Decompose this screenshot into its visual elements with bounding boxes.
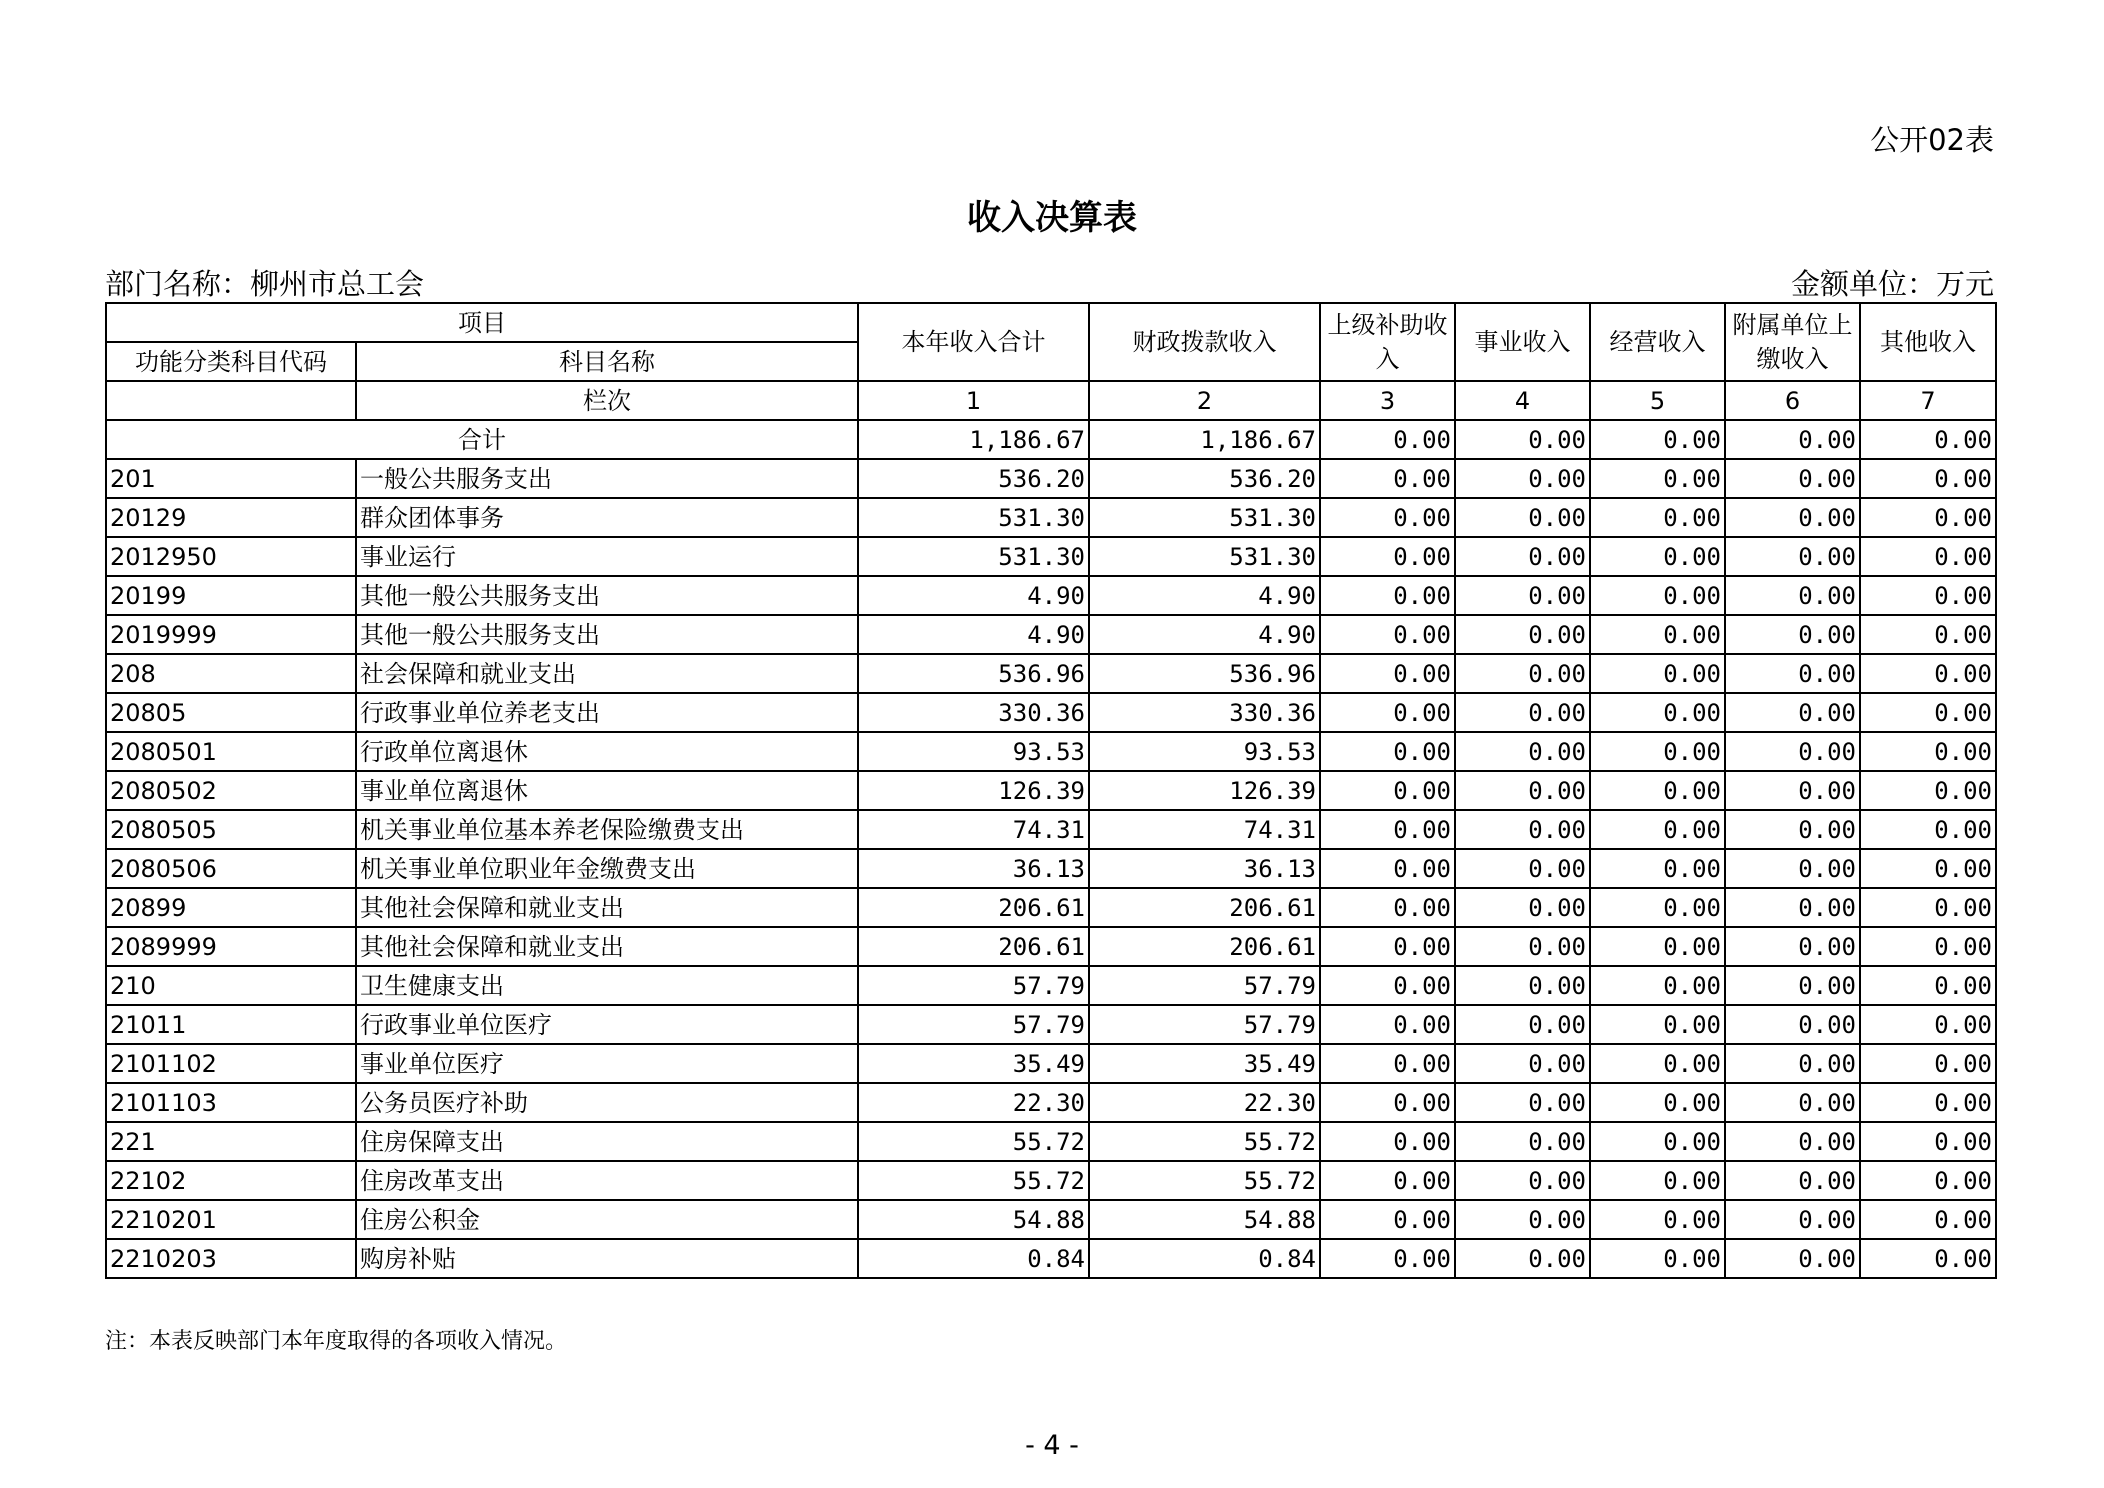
- subject-name: 事业单位离退休: [356, 771, 858, 810]
- table-row: [106, 537, 1996, 576]
- table-row: [106, 888, 1996, 927]
- amount-cell: 0.84: [1089, 1239, 1320, 1278]
- amount-cell: 0.00: [1725, 1239, 1860, 1278]
- header-col-index: 栏次: [356, 381, 858, 420]
- col-number: 6: [1725, 381, 1860, 420]
- amount-cell: 0.00: [1860, 1239, 1996, 1278]
- amount-cell: 0.00: [1725, 732, 1860, 771]
- amount-cell: 35.49: [858, 1044, 1089, 1083]
- subject-name: 机关事业单位职业年金缴费支出: [356, 849, 858, 888]
- amount-cell: 0.00: [1320, 1044, 1455, 1083]
- function-code: 2089999: [106, 927, 356, 966]
- function-code: 2019999: [106, 615, 356, 654]
- amount-cell: 0.00: [1455, 1161, 1590, 1200]
- amount-cell: 0.00: [1455, 1200, 1590, 1239]
- income-table: [105, 302, 1997, 1279]
- amount-cell: 0.00: [1455, 576, 1590, 615]
- subject-name: 其他一般公共服务支出: [356, 576, 858, 615]
- subject-name: 行政单位离退休: [356, 732, 858, 771]
- amount-cell: 330.36: [858, 693, 1089, 732]
- amount-cell: 0.00: [1590, 1200, 1725, 1239]
- amount-cell: 0.00: [1860, 966, 1996, 1005]
- amount-cell: 0.00: [1455, 693, 1590, 732]
- function-code: 2080501: [106, 732, 356, 771]
- amount-cell: 0.00: [1320, 1161, 1455, 1200]
- table-row: [106, 966, 1996, 1005]
- page-number: - 4 -: [1025, 1430, 1079, 1461]
- amount-cell: 0.00: [1320, 732, 1455, 771]
- subject-name: 行政事业单位医疗: [356, 1005, 858, 1044]
- amount-cell: 0.00: [1725, 888, 1860, 927]
- amount-cell: 0.00: [1725, 810, 1860, 849]
- amount-cell: 0.00: [1725, 927, 1860, 966]
- report-title: 收入决算表: [967, 198, 1137, 238]
- amount-cell: 0.00: [1455, 849, 1590, 888]
- amount-cell: 0.00: [1590, 459, 1725, 498]
- amount-cell: 531.30: [858, 537, 1089, 576]
- department-label: 部门名称：柳州市总工会: [105, 267, 425, 301]
- amount-cell: 0.00: [1860, 771, 1996, 810]
- amount-cell: 36.13: [858, 849, 1089, 888]
- table-note: 注：本表反映部门本年度取得的各项收入情况。: [105, 1329, 568, 1354]
- header-operating: 经营收入: [1590, 303, 1725, 381]
- amount-cell: 0.00: [1725, 1005, 1860, 1044]
- amount-cell: 0.00: [1590, 654, 1725, 693]
- header-total-income: 本年收入合计: [858, 303, 1089, 381]
- amount-cell: 0.00: [1320, 693, 1455, 732]
- amount-cell: 0.00: [1320, 498, 1455, 537]
- table-row: [106, 498, 1996, 537]
- amount-cell: 35.49: [1089, 1044, 1320, 1083]
- amount-cell: 0.00: [1725, 1122, 1860, 1161]
- amount-cell: 330.36: [1089, 693, 1320, 732]
- amount-cell: 0.00: [1590, 927, 1725, 966]
- col-number: 5: [1590, 381, 1725, 420]
- table-row: [106, 1161, 1996, 1200]
- function-code: 2210203: [106, 1239, 356, 1278]
- function-code: 2101102: [106, 1044, 356, 1083]
- amount-cell: 0.00: [1455, 654, 1590, 693]
- amount-cell: 0.00: [1725, 498, 1860, 537]
- amount-cell: 126.39: [858, 771, 1089, 810]
- amount-cell: 0.00: [1455, 1122, 1590, 1161]
- amount-cell: 0.00: [1860, 1161, 1996, 1200]
- amount-cell: 0.00: [1860, 1083, 1996, 1122]
- amount-cell: 531.30: [858, 498, 1089, 537]
- total-value: 0.00: [1590, 420, 1725, 459]
- amount-cell: 0.00: [1590, 1005, 1725, 1044]
- total-value: 0.00: [1860, 420, 1996, 459]
- table-row: [106, 771, 1996, 810]
- amount-cell: 0.00: [1320, 810, 1455, 849]
- subject-name: 其他社会保障和就业支出: [356, 888, 858, 927]
- function-code: 22102: [106, 1161, 356, 1200]
- header-subsidy: 上级补助收入: [1320, 303, 1455, 381]
- amount-cell: 93.53: [858, 732, 1089, 771]
- amount-cell: 0.00: [1320, 615, 1455, 654]
- header-item: 项目: [106, 303, 858, 342]
- amount-cell: 206.61: [858, 927, 1089, 966]
- amount-cell: 55.72: [858, 1122, 1089, 1161]
- amount-cell: 57.79: [858, 1005, 1089, 1044]
- amount-cell: 0.00: [1455, 615, 1590, 654]
- function-code: 20129: [106, 498, 356, 537]
- subject-name: 社会保障和就业支出: [356, 654, 858, 693]
- amount-cell: 0.00: [1860, 615, 1996, 654]
- function-code: 201: [106, 459, 356, 498]
- amount-cell: 0.00: [1590, 1122, 1725, 1161]
- amount-cell: 4.90: [1089, 576, 1320, 615]
- amount-cell: 0.00: [1725, 615, 1860, 654]
- function-code: 21011: [106, 1005, 356, 1044]
- amount-cell: 0.00: [1455, 732, 1590, 771]
- amount-cell: 0.00: [1455, 771, 1590, 810]
- amount-cell: 0.00: [1860, 888, 1996, 927]
- amount-cell: 206.61: [1089, 888, 1320, 927]
- amount-cell: 0.00: [1725, 1083, 1860, 1122]
- amount-cell: 57.79: [858, 966, 1089, 1005]
- amount-cell: 0.00: [1860, 1122, 1996, 1161]
- amount-cell: 0.00: [1725, 693, 1860, 732]
- subject-name: 住房保障支出: [356, 1122, 858, 1161]
- table-row: [106, 615, 1996, 654]
- col-number: 3: [1320, 381, 1455, 420]
- amount-cell: 0.00: [1320, 537, 1455, 576]
- amount-cell: 55.72: [858, 1161, 1089, 1200]
- amount-cell: 0.00: [1725, 771, 1860, 810]
- amount-cell: 0.00: [1455, 810, 1590, 849]
- total-value: 0.00: [1320, 420, 1455, 459]
- amount-cell: 0.00: [1320, 1122, 1455, 1161]
- function-code: 20899: [106, 888, 356, 927]
- subject-name: 其他一般公共服务支出: [356, 615, 858, 654]
- subject-name: 卫生健康支出: [356, 966, 858, 1005]
- amount-cell: 0.84: [858, 1239, 1089, 1278]
- amount-cell: 206.61: [1089, 927, 1320, 966]
- unit-label: 金额单位：万元: [1790, 267, 1994, 301]
- header-fiscal: 财政拨款收入: [1089, 303, 1320, 381]
- table-row: [106, 1044, 1996, 1083]
- subject-name: 住房公积金: [356, 1200, 858, 1239]
- table-row: [106, 1005, 1996, 1044]
- amount-cell: 536.96: [858, 654, 1089, 693]
- amount-cell: 0.00: [1320, 888, 1455, 927]
- function-code: 2080506: [106, 849, 356, 888]
- table-row: [106, 927, 1996, 966]
- subject-name: 一般公共服务支出: [356, 459, 858, 498]
- amount-cell: 0.00: [1590, 615, 1725, 654]
- amount-cell: 0.00: [1455, 1239, 1590, 1278]
- table-row: [106, 459, 1996, 498]
- amount-cell: 0.00: [1320, 1083, 1455, 1122]
- amount-cell: 536.20: [858, 459, 1089, 498]
- amount-cell: 0.00: [1590, 576, 1725, 615]
- amount-cell: 0.00: [1590, 498, 1725, 537]
- amount-cell: 4.90: [858, 576, 1089, 615]
- amount-cell: 57.79: [1089, 1005, 1320, 1044]
- amount-cell: 0.00: [1320, 459, 1455, 498]
- function-code: 2080505: [106, 810, 356, 849]
- header-name: 科目名称: [356, 342, 858, 381]
- amount-cell: 0.00: [1320, 771, 1455, 810]
- col-number: 2: [1089, 381, 1320, 420]
- amount-cell: 0.00: [1320, 1200, 1455, 1239]
- subject-name: 群众团体事务: [356, 498, 858, 537]
- subject-name: 其他社会保障和就业支出: [356, 927, 858, 966]
- function-code: 2101103: [106, 1083, 356, 1122]
- function-code: 208: [106, 654, 356, 693]
- amount-cell: 0.00: [1860, 693, 1996, 732]
- header-affiliate: 附属单位上缴收入: [1725, 303, 1860, 381]
- amount-cell: 4.90: [1089, 615, 1320, 654]
- table-row: [106, 1200, 1996, 1239]
- subject-name: 行政事业单位养老支出: [356, 693, 858, 732]
- amount-cell: 0.00: [1725, 1161, 1860, 1200]
- amount-cell: 0.00: [1860, 576, 1996, 615]
- col-number: 7: [1860, 381, 1996, 420]
- amount-cell: 0.00: [1590, 810, 1725, 849]
- header-code: 功能分类科目代码: [106, 342, 356, 381]
- amount-cell: 0.00: [1320, 654, 1455, 693]
- total-value: 0.00: [1725, 420, 1860, 459]
- amount-cell: 536.20: [1089, 459, 1320, 498]
- header-career: 事业收入: [1455, 303, 1590, 381]
- amount-cell: 54.88: [1089, 1200, 1320, 1239]
- table-row: [106, 1083, 1996, 1122]
- table-row: [106, 654, 1996, 693]
- amount-cell: 0.00: [1725, 1044, 1860, 1083]
- amount-cell: 0.00: [1590, 771, 1725, 810]
- function-code: 20199: [106, 576, 356, 615]
- subject-name: 事业单位医疗: [356, 1044, 858, 1083]
- amount-cell: 0.00: [1725, 654, 1860, 693]
- amount-cell: 531.30: [1089, 498, 1320, 537]
- amount-cell: 54.88: [858, 1200, 1089, 1239]
- table-row: [106, 732, 1996, 771]
- amount-cell: 0.00: [1590, 849, 1725, 888]
- amount-cell: 0.00: [1860, 537, 1996, 576]
- amount-cell: 536.96: [1089, 654, 1320, 693]
- amount-cell: 0.00: [1590, 732, 1725, 771]
- total-value: 1,186.67: [858, 420, 1089, 459]
- function-code: 2210201: [106, 1200, 356, 1239]
- amount-cell: 0.00: [1320, 1239, 1455, 1278]
- table-row: [106, 810, 1996, 849]
- amount-cell: 55.72: [1089, 1161, 1320, 1200]
- amount-cell: 0.00: [1860, 849, 1996, 888]
- table-body: [106, 420, 1996, 1278]
- amount-cell: 0.00: [1455, 459, 1590, 498]
- table-row: [106, 849, 1996, 888]
- amount-cell: 0.00: [1320, 849, 1455, 888]
- function-code: 210: [106, 966, 356, 1005]
- form-number: 公开02表: [1870, 123, 1994, 157]
- amount-cell: 0.00: [1590, 888, 1725, 927]
- amount-cell: 0.00: [1590, 1239, 1725, 1278]
- function-code: 221: [106, 1122, 356, 1161]
- amount-cell: 531.30: [1089, 537, 1320, 576]
- col-number: 4: [1455, 381, 1590, 420]
- subject-name: 住房改革支出: [356, 1161, 858, 1200]
- amount-cell: 57.79: [1089, 966, 1320, 1005]
- amount-cell: 0.00: [1860, 459, 1996, 498]
- amount-cell: 0.00: [1455, 1083, 1590, 1122]
- amount-cell: 0.00: [1860, 810, 1996, 849]
- amount-cell: 0.00: [1590, 693, 1725, 732]
- amount-cell: 0.00: [1860, 732, 1996, 771]
- amount-cell: 55.72: [1089, 1122, 1320, 1161]
- amount-cell: 0.00: [1725, 576, 1860, 615]
- function-code: 2012950: [106, 537, 356, 576]
- amount-cell: 0.00: [1320, 927, 1455, 966]
- amount-cell: 0.00: [1725, 459, 1860, 498]
- amount-cell: 0.00: [1455, 966, 1590, 1005]
- amount-cell: 0.00: [1320, 1005, 1455, 1044]
- col-number: 1: [858, 381, 1089, 420]
- amount-cell: 206.61: [858, 888, 1089, 927]
- subject-name: 事业运行: [356, 537, 858, 576]
- amount-cell: 0.00: [1590, 1161, 1725, 1200]
- subject-name: 公务员医疗补助: [356, 1083, 858, 1122]
- header-other: 其他收入: [1860, 303, 1996, 381]
- amount-cell: 0.00: [1455, 537, 1590, 576]
- amount-cell: 0.00: [1725, 849, 1860, 888]
- table-row: [106, 576, 1996, 615]
- amount-cell: 0.00: [1860, 1200, 1996, 1239]
- amount-cell: 0.00: [1860, 1044, 1996, 1083]
- amount-cell: 0.00: [1725, 1200, 1860, 1239]
- amount-cell: 0.00: [1860, 654, 1996, 693]
- amount-cell: 0.00: [1455, 1005, 1590, 1044]
- amount-cell: 0.00: [1455, 888, 1590, 927]
- amount-cell: 93.53: [1089, 732, 1320, 771]
- amount-cell: 0.00: [1320, 576, 1455, 615]
- subject-name: 购房补贴: [356, 1239, 858, 1278]
- amount-cell: 0.00: [1590, 1044, 1725, 1083]
- total-label: 合计: [106, 420, 858, 459]
- amount-cell: 0.00: [1860, 927, 1996, 966]
- amount-cell: 74.31: [858, 810, 1089, 849]
- table-row: [106, 1239, 1996, 1278]
- amount-cell: 22.30: [858, 1083, 1089, 1122]
- header-blank-cell: [106, 381, 356, 420]
- total-row: [106, 420, 1996, 459]
- function-code: 2080502: [106, 771, 356, 810]
- amount-cell: 36.13: [1089, 849, 1320, 888]
- amount-cell: 0.00: [1455, 1044, 1590, 1083]
- amount-cell: 0.00: [1725, 537, 1860, 576]
- amount-cell: 0.00: [1725, 966, 1860, 1005]
- total-value: 1,186.67: [1089, 420, 1320, 459]
- amount-cell: 0.00: [1320, 966, 1455, 1005]
- amount-cell: 4.90: [858, 615, 1089, 654]
- amount-cell: 0.00: [1590, 966, 1725, 1005]
- amount-cell: 0.00: [1590, 537, 1725, 576]
- function-code: 20805: [106, 693, 356, 732]
- amount-cell: 126.39: [1089, 771, 1320, 810]
- amount-cell: 0.00: [1455, 498, 1590, 537]
- table-row: [106, 1122, 1996, 1161]
- amount-cell: 0.00: [1590, 1083, 1725, 1122]
- amount-cell: 22.30: [1089, 1083, 1320, 1122]
- amount-cell: 0.00: [1860, 498, 1996, 537]
- table-row: [106, 693, 1996, 732]
- amount-cell: 0.00: [1455, 927, 1590, 966]
- subject-name: 机关事业单位基本养老保险缴费支出: [356, 810, 858, 849]
- total-value: 0.00: [1455, 420, 1590, 459]
- amount-cell: 0.00: [1860, 1005, 1996, 1044]
- amount-cell: 74.31: [1089, 810, 1320, 849]
